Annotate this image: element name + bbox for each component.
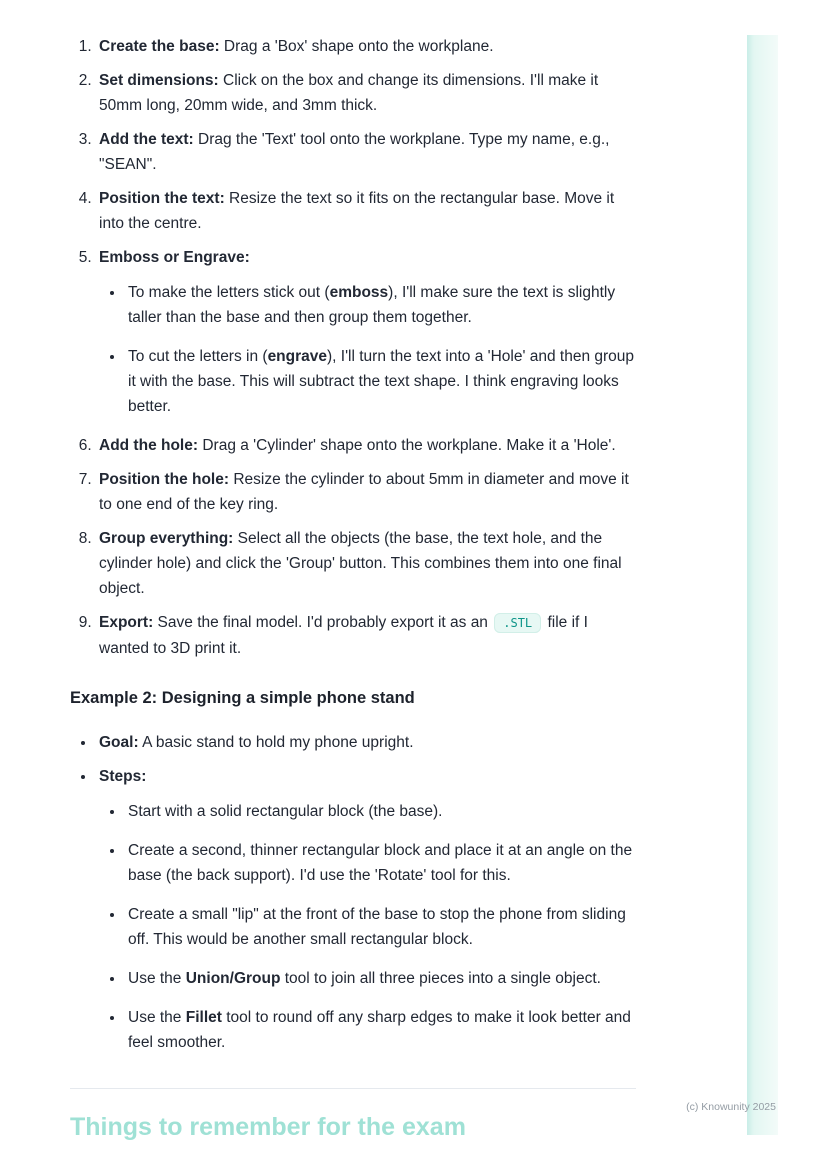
text-run: file if I wanted to 3D print it. xyxy=(99,614,588,657)
numbered-steps-list xyxy=(70,34,636,661)
document-content xyxy=(70,34,636,1142)
text-run: To make the letters stick out ( xyxy=(128,284,330,301)
bold-text: Add the text: xyxy=(99,131,194,148)
bullet-item-sublist xyxy=(99,799,636,1055)
numbered-step-item xyxy=(96,127,636,177)
text-run: Click on the box and change its dimensions. I'll make it 50mm long, 20mm wide, and 3mm thick. xyxy=(99,72,599,114)
page-edge-decoration xyxy=(747,35,778,1135)
copyright-footer: (c) Knowunity 2025 xyxy=(686,1101,776,1113)
bold-text: Set dimensions: xyxy=(99,72,219,89)
text-run: Save the final model. I'd probably export it as an xyxy=(153,614,493,631)
example2-bullet-list xyxy=(70,730,636,1055)
text-run: ), I'll turn the text into a 'Hole' and then group it with the base. This will subtract the text shape. I think engraving looks better. xyxy=(128,348,635,415)
sub-bullet-item xyxy=(125,966,636,991)
bold-text: Goal: xyxy=(99,734,139,751)
sub-bullet-item xyxy=(125,902,636,952)
numbered-step-item xyxy=(96,34,636,59)
sub-bullet-item xyxy=(125,280,636,330)
numbered-step-item xyxy=(96,433,636,458)
text-run: tool to round off any sharp edges to make it look better and feel smoother. xyxy=(128,1009,631,1051)
bold-text: Create the base: xyxy=(99,38,220,55)
text-run: ), I'll make sure the text is slightly taller than the base and then group them together. xyxy=(128,284,616,326)
text-run: Drag the 'Text' tool onto the workplane. Type my name, e.g., "SEAN". xyxy=(99,131,610,173)
numbered-step-item xyxy=(96,610,636,661)
text-run: To cut the letters in ( xyxy=(128,348,268,365)
text-run: Use the xyxy=(128,1009,186,1026)
bold-text: Steps: xyxy=(99,768,147,785)
sub-bullet-item xyxy=(125,838,636,888)
bold-text: emboss xyxy=(329,284,389,301)
bold-text: Position the hole: xyxy=(99,471,230,488)
bold-text: Add the hole: xyxy=(99,437,199,454)
bold-text: Group everything: xyxy=(99,530,234,547)
text-run: Resize the cylinder to about 5mm in diameter and move it to one end of the key ring. xyxy=(99,471,629,513)
sub-bullet-item xyxy=(125,1005,636,1055)
stl-file-badge: .STL xyxy=(494,613,541,633)
text-run: Create a second, thinner rectangular block and place it at an angle on the base (the back support). I'd use the 'Rotate' tool for this. xyxy=(128,842,633,884)
text-run: Create a small "lip" at the front of the base to stop the phone from sliding off. This would be another small rectangular block. xyxy=(128,906,626,948)
section-divider xyxy=(70,1088,636,1089)
text-run: A basic stand to hold my phone upright. xyxy=(138,734,414,751)
bold-text: Union/Group xyxy=(185,970,281,987)
text-run: Drag a 'Cylinder' shape onto the workplane. Make it a 'Hole'. xyxy=(198,437,616,454)
bold-text: Emboss or Engrave: xyxy=(99,249,250,266)
numbered-step-item xyxy=(96,245,636,419)
bold-text: Export: xyxy=(99,614,154,631)
numbered-step-item xyxy=(96,526,636,601)
numbered-step-item xyxy=(96,68,636,118)
sub-bullet-item xyxy=(125,799,636,824)
bold-text: Position the text: xyxy=(99,190,225,207)
text-run: Drag a 'Box' shape onto the workplane. xyxy=(219,38,494,55)
bullet-item xyxy=(96,764,636,1055)
bullet-item xyxy=(96,730,636,755)
bold-text: Fillet xyxy=(185,1009,222,1026)
sub-bullet-item xyxy=(125,344,636,419)
numbered-step-item xyxy=(96,467,636,517)
numbered-step-item-sublist xyxy=(99,280,636,419)
bold-text: engrave xyxy=(267,348,328,365)
text-run: Start with a solid rectangular block (the base). xyxy=(128,803,443,820)
numbered-step-item xyxy=(96,186,636,236)
text-run: Select all the objects (the base, the text hole, and the cylinder hole) and click the 'Group' button. This combines them into one final object. xyxy=(99,530,622,597)
example2-heading: Example 2: Designing a simple phone stand xyxy=(70,689,415,707)
section-heading-things-to-remember: Things to remember for the exam xyxy=(70,1113,466,1141)
text-run: tool to join all three pieces into a single object. xyxy=(280,970,601,987)
text-run: Resize the text so it fits on the rectangular base. Move it into the centre. xyxy=(99,190,615,232)
text-run: Use the xyxy=(128,970,186,987)
